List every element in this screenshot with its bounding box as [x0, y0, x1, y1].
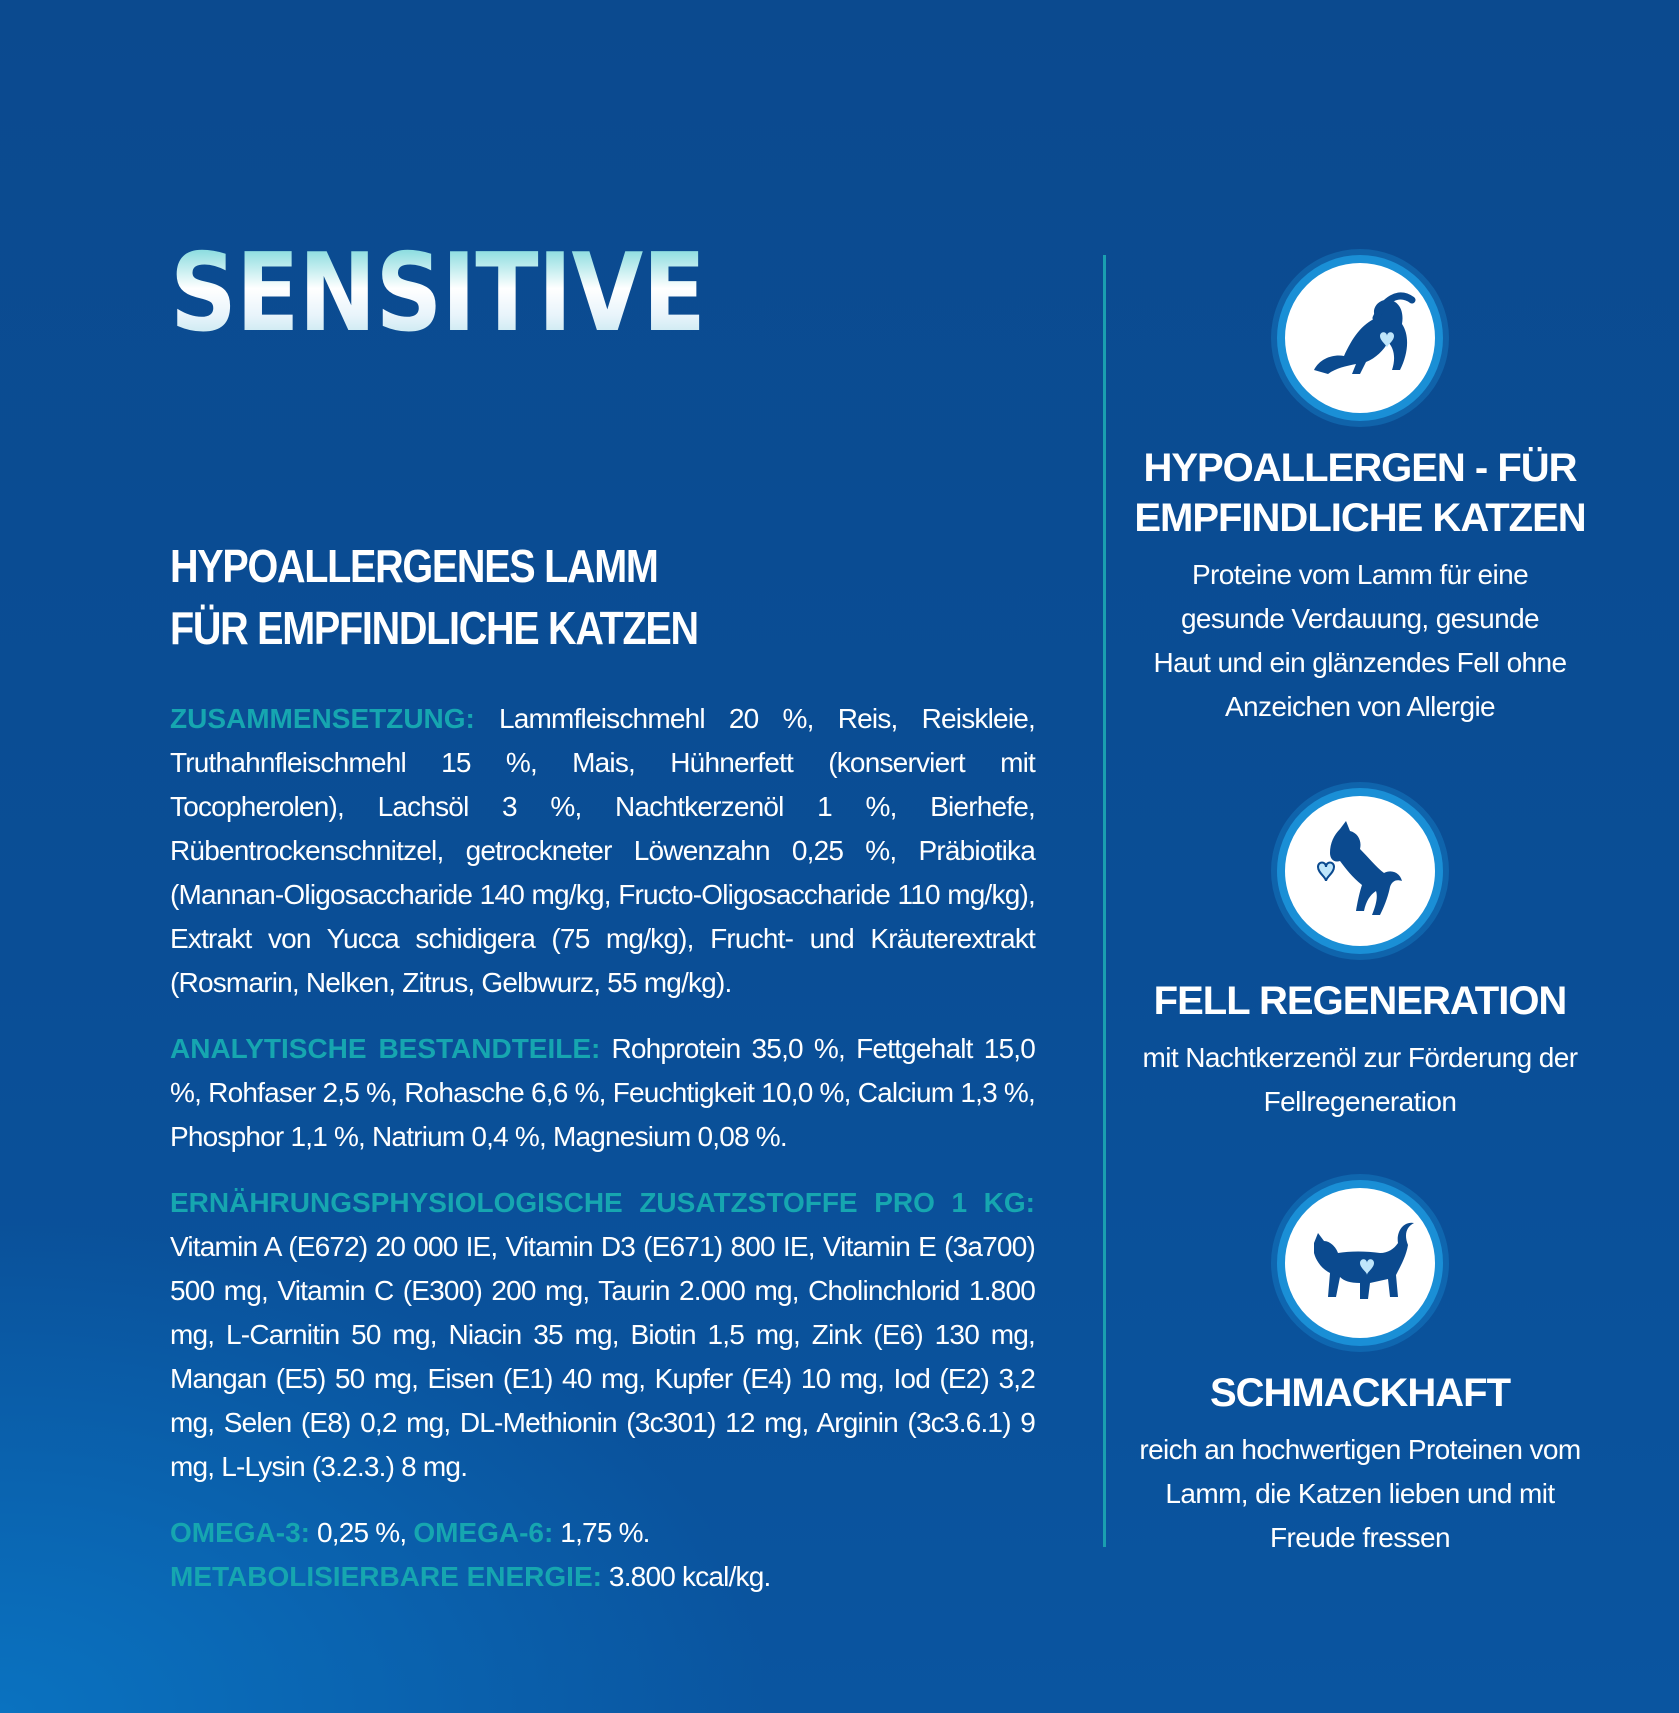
omega3-value: 0,25 %, — [310, 1517, 414, 1548]
product-headline — [170, 535, 1030, 659]
composition-label: ZUSAMMENSETZUNG: — [170, 703, 475, 734]
analytical-label: ANALYTISCHE BESTANDTEILE: — [170, 1033, 601, 1064]
omega3-label: OMEGA-3: — [170, 1517, 310, 1548]
jumping-cat-heart-icon — [1277, 788, 1443, 954]
feature-description — [1120, 1428, 1600, 1560]
additives-label: ERNÄHRUNGSPHYSIOLOGISCHE ZUSATZSTOFFE PRO 1 KG: — [170, 1187, 1035, 1218]
feature-title — [1120, 1368, 1600, 1418]
feature-title — [1120, 976, 1600, 1026]
stretching-cat-heart-icon — [1277, 255, 1443, 421]
feature-text-line: mit Nachtkerzenöl zur Förderung der — [1142, 1042, 1578, 1073]
omega6-label: OMEGA-6: — [413, 1517, 554, 1548]
feature-title-line-1: SCHMACKHAFT — [1209, 1371, 1511, 1415]
feature-schmackhaft — [1120, 1180, 1600, 1560]
feature-title-line-1: FELL REGENERATION — [1153, 979, 1567, 1023]
feature-title-line-2: EMPFINDLICHE KATZEN — [1134, 496, 1586, 540]
feature-text-line: Anzeichen von Allergie — [1224, 691, 1496, 722]
headline-line-1: HYPOALLERGENES LAMM — [170, 540, 658, 592]
feature-description — [1120, 553, 1600, 729]
composition-paragraph — [170, 697, 1035, 1005]
analytical-paragraph — [170, 1027, 1035, 1159]
feature-text-line: Proteine vom Lamm für eine — [1191, 559, 1529, 590]
feature-title-line-1: HYPOALLERGEN - FÜR — [1143, 446, 1577, 490]
energy-line — [170, 1555, 1035, 1599]
feature-description — [1120, 1036, 1600, 1124]
additives-paragraph — [170, 1181, 1035, 1489]
additives-text: Vitamin A (E672) 20 000 IE, Vitamin D3 (E671) 800 IE, Vitamin E (3a700) 500 mg, Vitamin C (E300) 200 mg, Taurin 2.000 mg, Cholinchlorid 1.800 mg, L-Carnitin 50 mg, Niacin 35 mg, Biotin 1,5 mg, Zink (E6) 130 mg, Mangan (E5) 50 mg, Eisen (E1) 40 mg, Kupfer (E4) 10 mg, Iod (E2) 3,2 mg, Selen (E8) 0,2 mg, DL-Methionin (3c301) 12 mg, Arginin (3c3.6.1) 9 mg, L-Lysin (3.2.3.) 8 mg. — [170, 1231, 1035, 1482]
product-info — [170, 535, 1035, 1599]
walking-cat-heart-icon — [1277, 1180, 1443, 1346]
feature-text-line: Lamm, die Katzen lieben und mit — [1165, 1478, 1555, 1509]
composition-text: Lammfleischmehl 20 %, Reis, Reiskleie, Truthahnfleischmehl 15 %, Mais, Hühnerfett (konserviert mit Tocopherolen), Lachsöl 3 %, Nachtkerzenöl 1 %, Bierhefe, Rübentrockenschnitzel, getrockneter Löwenzahn 0,25 %, Präbiotika (Mannan-Oligosaccharide 140 mg/kg, Fructo-Oligosaccharide 110 mg/kg), Extrakt von Yucca schidigera (75 mg/kg), Frucht- und Kräuterextrakt (Rosmarin, Nelken, Zitrus, Gelbwurz, 55 mg/kg). — [170, 703, 1035, 998]
feature-text-line: reich an hochwertigen Proteinen vom — [1139, 1434, 1581, 1465]
omega-line — [170, 1511, 1035, 1555]
brand-title: SENSITIVE — [170, 231, 706, 356]
feature-title — [1120, 443, 1600, 543]
feature-fell-regeneration — [1120, 788, 1600, 1124]
analytical-text: Rohprotein 35,0 %, Fettgehalt 15,0 %, Rohfaser 2,5 %, Rohasche 6,6 %, Feuchtigkeit 10,0 %, Calcium 1,3 %, Phosphor 1,1 %, Natrium 0,4 %, Magnesium 0,08 %. — [170, 1033, 1036, 1152]
energy-label: METABOLISIERBARE ENERGIE: — [170, 1561, 602, 1592]
column-divider — [1103, 255, 1106, 1547]
feature-text-line: Fellregeneration — [1263, 1086, 1457, 1117]
energy-value: 3.800 kcal/kg. — [601, 1561, 771, 1592]
headline-line-2: FÜR EMPFINDLICHE KATZEN — [170, 602, 698, 654]
feature-hypoallergen — [1120, 255, 1600, 729]
feature-text-line: Freude fressen — [1270, 1522, 1450, 1553]
feature-text-line: gesunde Verdauung, gesunde — [1180, 603, 1540, 634]
feature-text-line: Haut und ein glänzendes Fell ohne — [1153, 647, 1567, 678]
omega6-value: 1,75 %. — [553, 1517, 650, 1548]
